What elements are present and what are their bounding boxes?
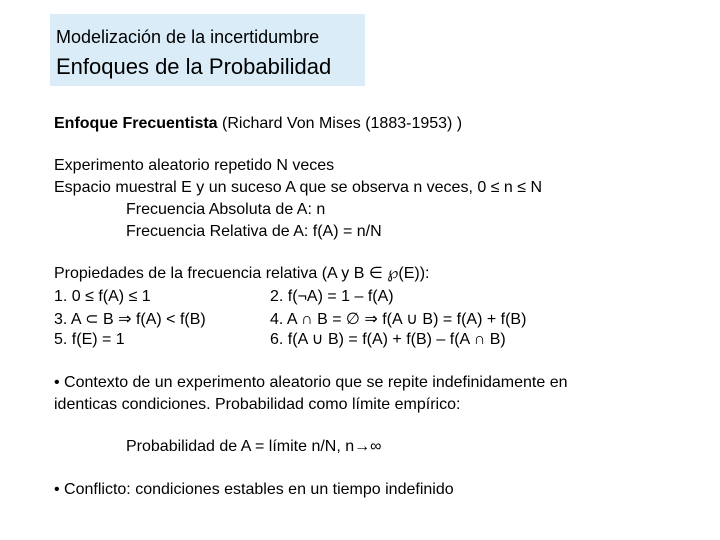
relative-frequency-line: Frecuencia Relativa de A: f(A) = n/N [126,223,382,240]
title-box [50,14,365,86]
probability-formula: Probabilidad de A = límite n/N, n→∞ [126,438,382,455]
definition-line: Experimento aleatorio repetido N veces [54,157,335,174]
property-4: 4. A ∩ B = ∅ ⇒ f(A ∪ B) = f(A) + f(B) [270,311,527,328]
property-2: 2. f(¬A) = 1 – f(A) [270,288,394,305]
property-6: 6. f(A ∪ B) = f(A) + f(B) – f(A ∩ B) [270,331,506,348]
conflict-bullet: • Conflicto: condiciones estables en un tiempo indefinido [54,481,454,498]
property-5: 5. f(E) = 1 [54,331,125,348]
slide-title: Enfoques de la Probabilidad [56,54,332,79]
section-heading [54,114,462,134]
heading-author: (Richard Von Mises (1883-1953) ) [217,115,463,132]
context-bullet: • Contexto de un experimento aleatorio que se repite indefinidamente en [54,374,568,391]
definition-line: Espacio muestral E y un suceso A que se observa n veces, 0 ≤ n ≤ N [54,179,543,196]
slide-subtitle: Modelización de la incertidumbre [56,27,320,47]
heading-bold: Enfoque Frecuentista [54,115,218,132]
properties-intro: Propiedades de la frecuencia relativa (A y B ∈ ℘(E)): [54,265,430,282]
property-3: 3. A ⊂ B ⇒ f(A) < f(B) [54,311,206,328]
property-1: 1. 0 ≤ f(A) ≤ 1 [54,288,151,305]
context-continuation: identicas condiciones. Probabilidad como límite empírico: [54,396,461,413]
absolute-frequency-line: Frecuencia Absoluta de A: n [126,201,326,218]
